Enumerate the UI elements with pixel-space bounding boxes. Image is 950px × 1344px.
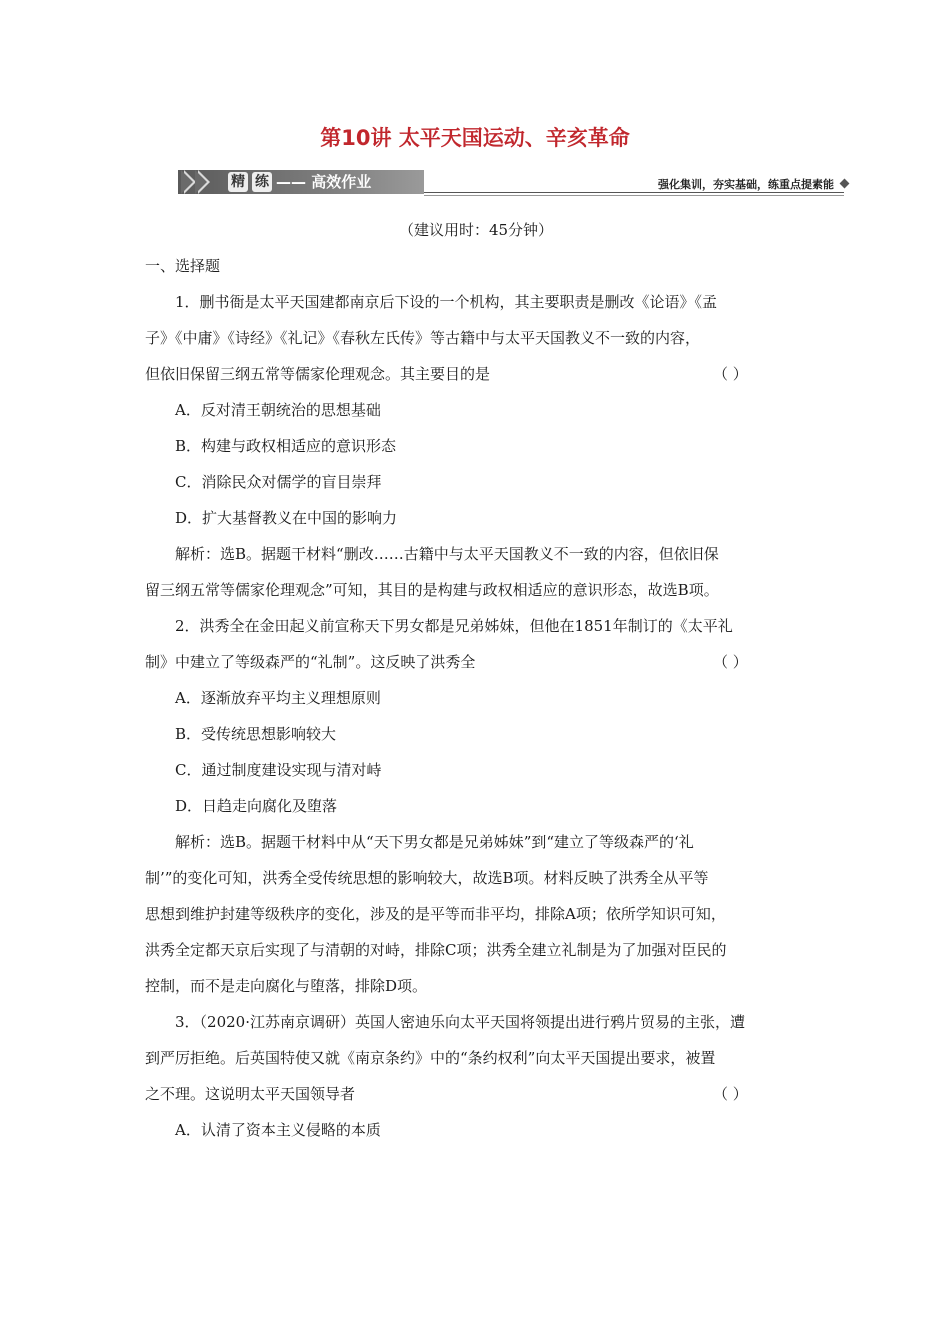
question-3-line: 3．（2020·江苏南京调研）英国人密迪乐向太平天国将领提出进行鸦片贸易的主张，遭 xyxy=(175,1013,745,1031)
option-c: C．消除民众对儒学的盲目崇拜 xyxy=(175,473,382,491)
question-2-line: 2．洪秀全在金田起义前宣称天下男女都是兄弟姊妹，但他在1851年制订的《太平礼 xyxy=(175,617,733,635)
page-title: 第10讲 太平天国运动、辛亥革命 xyxy=(320,126,630,150)
question-1-line xyxy=(145,356,807,392)
option-a: A．反对清王朝统治的思想基础 xyxy=(175,401,381,419)
analysis-line: 控制，而不是走向腐化与堕落，排除D项。 xyxy=(145,977,428,995)
option-b: B．构建与政权相适应的意识形态 xyxy=(175,437,397,455)
diamond-icon xyxy=(840,179,850,189)
analysis-line: 思想到维护封建等级秩序的变化，涉及的是平等而非平均，排除A项；依所学知识可知， xyxy=(145,905,726,923)
answer-bracket: （ ） xyxy=(713,653,748,671)
option-a: A．认清了资本主义侵略的本质 xyxy=(175,1121,381,1139)
question-2-line xyxy=(145,644,807,680)
answer-bracket: （ ） xyxy=(713,1085,748,1103)
banner-tag-jing: 精 xyxy=(228,172,248,192)
banner-label: —— 高效作业 xyxy=(276,173,372,191)
analysis-line: 解析：选B。据题干材料“删改……古籍中与太平天国教义不一致的内容，但依旧保 xyxy=(175,545,719,563)
question-2-stem-end: 制》中建立了等级森严的“礼制”。这反映了洪秀全 xyxy=(145,653,476,671)
question-3-line xyxy=(145,1076,807,1112)
analysis-line: 洪秀全定都天京后实现了与清朝的对峙，排除C项；洪秀全建立礼制是为了加强对臣民的 xyxy=(145,941,727,959)
option-d: D．日趋走向腐化及堕落 xyxy=(175,797,338,815)
document-body xyxy=(145,212,807,1148)
chevron-inner-shape xyxy=(181,170,193,194)
question-3-stem-end: 之不理。这说明太平天国领导者 xyxy=(145,1085,356,1103)
option-a: A．逐渐放弃平均主义理想原则 xyxy=(175,689,381,707)
question-1-line: 子》《中庸》《诗经》《礼记》《春秋左氏传》等古籍中与太平天国教义不一致的内容， xyxy=(145,329,701,347)
answer-bracket: （ ） xyxy=(713,365,748,383)
analysis-line: 留三纲五常等儒家伦理观念”可知，其目的是构建与政权相适应的意识形态，故选B项。 xyxy=(145,581,719,599)
section-heading: 一、选择题 xyxy=(145,257,221,275)
option-d: D．扩大基督教义在中国的影响力 xyxy=(175,509,398,527)
option-c: C．通过制度建设实现与清对峙 xyxy=(175,761,382,779)
banner-rule-thin xyxy=(424,195,844,196)
banner-tag-lian: 练 xyxy=(252,172,272,192)
time-note: （建议用时：45分钟） xyxy=(398,221,554,239)
section-banner xyxy=(178,166,850,198)
banner-rule xyxy=(424,192,844,193)
banner-slogan: 强化集训，夯实基础，练重点提素能 xyxy=(658,178,834,191)
option-b: B．受传统思想影响较大 xyxy=(175,725,337,743)
analysis-line: 制’”的变化可知，洪秀全受传统思想的影响较大，故选B项。材料反映了洪秀全从平等 xyxy=(145,869,709,887)
question-3-line: 到严厉拒绝。后英国特使又就《南京条约》中的“条约权利”向太平天国提出要求，被置 xyxy=(145,1049,716,1067)
chevron-inner-shape xyxy=(195,170,207,194)
question-1-stem-end: 但依旧保留三纲五常等儒家伦理观念。其主要目的是 xyxy=(145,365,491,383)
analysis-line: 解析：选B。据题干材料中从“天下男女都是兄弟姊妹”到“建立了等级森严的‘礼 xyxy=(175,833,694,851)
question-1-line: 1．删书衙是太平天国建都南京后下设的一个机构，其主要职责是删改《论语》《孟 xyxy=(175,293,718,311)
